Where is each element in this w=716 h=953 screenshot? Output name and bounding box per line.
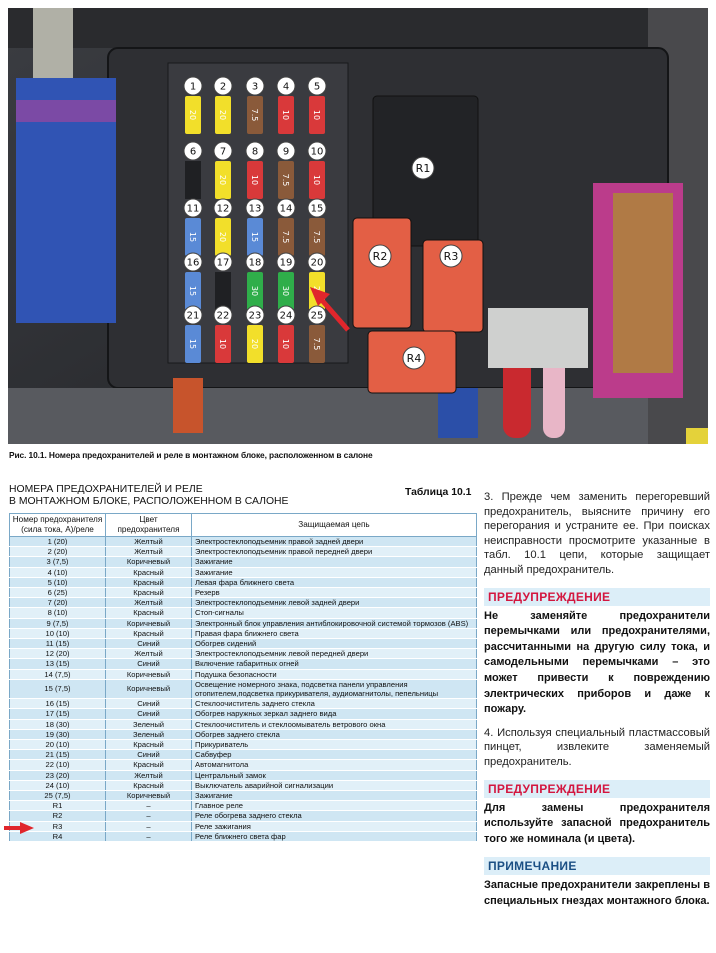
warning-heading-1: ПРЕДУПРЕЖДЕНИЕ	[484, 588, 710, 606]
table-title-line2: В МОНТАЖНОМ БЛОКЕ, РАСПОЛОЖЕННОМ В САЛОНЕ	[9, 496, 289, 507]
fuse-5	[308, 77, 326, 134]
fuse-rating: 7.5	[281, 230, 290, 244]
cell-protected-circuit: Стоп-сигналы	[192, 608, 477, 618]
fuse-25	[308, 306, 326, 363]
table-row	[10, 719, 477, 729]
cell-fuse-color: Коричневый	[106, 557, 192, 567]
fuse-rating: 15	[188, 338, 197, 350]
cell-protected-circuit: Стеклоочиститель заднего стекла	[192, 699, 477, 709]
fuse-11	[184, 199, 202, 256]
cell-protected-circuit: Включение габаритных огней	[192, 659, 477, 669]
table-row	[10, 729, 477, 739]
fuse-14	[277, 199, 295, 256]
fuse-number-label: 20	[310, 257, 324, 269]
cell-fuse-color: Синий	[106, 699, 192, 709]
note-heading: ПРИМЕЧАНИЕ	[484, 857, 710, 875]
cell-fuse-color: Красный	[106, 740, 192, 750]
fuse-number-label: 5	[313, 81, 321, 93]
fuse-rating: 10	[250, 174, 259, 186]
fuse-rating: 10	[281, 109, 290, 121]
table-title	[9, 484, 472, 508]
fuse-24	[277, 306, 295, 363]
cell-protected-circuit: Выключатель аварийной сигнализации	[192, 780, 477, 790]
cell-fuse-color: Зеленый	[106, 719, 192, 729]
note-text: Запасные предохранители закреплены в специальных гнездах монтажного блока.	[484, 879, 710, 907]
cell-protected-circuit: Подушка безопасности	[192, 669, 477, 679]
table-row	[10, 577, 477, 587]
cell-fuse-number: 23 (20)	[10, 770, 106, 780]
relay-r3	[423, 240, 483, 332]
cell-fuse-color: Желтый	[106, 598, 192, 608]
fuse-6	[184, 142, 202, 199]
cell-protected-circuit: Реле обогрева заднего стекла	[192, 811, 477, 821]
fuse-number-label: 23	[248, 310, 262, 322]
cell-fuse-color: Красный	[106, 588, 192, 598]
instructions-column	[484, 490, 710, 909]
relay-r2	[353, 218, 411, 328]
fuse-number-label: 7	[219, 146, 227, 158]
header-fuse-color: Цвет предохранителя	[106, 514, 192, 537]
fuse-number-label: 9	[282, 146, 290, 158]
cell-protected-circuit: Левая фара ближнего света	[192, 577, 477, 587]
table-header-row	[10, 514, 477, 537]
fuse-rating: 20	[218, 174, 227, 186]
fuse-rating: 20	[218, 231, 227, 243]
cell-fuse-color: –	[106, 821, 192, 831]
row-pointer-arrow-icon	[4, 822, 34, 834]
table-row	[10, 750, 477, 760]
fuse-rating: 10	[218, 338, 227, 350]
cell-fuse-number: 15 (7,5)	[10, 679, 106, 698]
table-row	[10, 831, 477, 841]
cell-protected-circuit: Зажигание	[192, 567, 477, 577]
fuse-rating: 10	[312, 174, 321, 186]
table-row	[10, 760, 477, 770]
cell-fuse-number: 14 (7,5)	[10, 669, 106, 679]
fuse-number-label: 18	[248, 257, 262, 269]
fuse-rating: 7.5	[250, 108, 259, 122]
cell-protected-circuit: Правая фара ближнего света	[192, 628, 477, 638]
cell-fuse-number: 6 (25)	[10, 588, 106, 598]
cell-fuse-number: 9 (7,5)	[10, 618, 106, 628]
fuse-15	[308, 199, 326, 256]
cell-fuse-number: 12 (20)	[10, 649, 106, 659]
cell-protected-circuit: Электростеклоподъемник правой задней двери	[192, 537, 477, 547]
relay-label: R2	[372, 250, 388, 263]
relay-r4	[368, 331, 456, 393]
cell-fuse-color: Синий	[106, 709, 192, 719]
cell-protected-circuit: Центральный замок	[192, 770, 477, 780]
table-row	[10, 598, 477, 608]
cell-fuse-color: Красный	[106, 577, 192, 587]
cell-protected-circuit: Реле ближнего света фар	[192, 831, 477, 841]
fuse-number-label: 13	[248, 203, 262, 215]
header-fuse-number: Номер предохранителя (сила тока, А)/реле	[10, 514, 106, 537]
fuse-rating: 10	[312, 109, 321, 121]
cell-fuse-number: 18 (30)	[10, 719, 106, 729]
fuse-7	[214, 142, 232, 199]
table-row	[10, 791, 477, 801]
cell-protected-circuit: Зажигание	[192, 557, 477, 567]
orange-connector	[173, 378, 203, 433]
cell-protected-circuit: Прикуриватель	[192, 740, 477, 750]
fuse-18	[246, 253, 264, 310]
cell-fuse-number: 8 (10)	[10, 608, 106, 618]
cell-protected-circuit: Обогрев заднего стекла	[192, 729, 477, 739]
table-row	[10, 547, 477, 557]
cell-fuse-color: Красный	[106, 628, 192, 638]
cell-fuse-number: R3	[10, 821, 106, 831]
cell-fuse-color: Синий	[106, 659, 192, 669]
table-row	[10, 537, 477, 547]
cell-protected-circuit: Электростеклоподъемник правой передней двери	[192, 547, 477, 557]
table-row	[10, 639, 477, 649]
table-row	[10, 588, 477, 598]
cell-fuse-color: Коричневый	[106, 679, 192, 698]
cell-fuse-color: Желтый	[106, 770, 192, 780]
fuse-rating: 20	[250, 338, 259, 350]
cell-fuse-number: 22 (10)	[10, 760, 106, 770]
fuse-box-photo	[8, 8, 708, 444]
fuse-rating: 20	[188, 109, 197, 121]
figure-caption: Рис. 10.1. Номера предохранителей и реле в монтажном блоке, расположенном в салоне	[9, 450, 373, 460]
cell-fuse-number: 24 (10)	[10, 780, 106, 790]
fuse-17	[214, 253, 232, 310]
fuse-4	[277, 77, 295, 134]
fuse-21	[184, 306, 202, 363]
fuse-number-label: 1	[189, 81, 197, 93]
cell-protected-circuit: Обогрев сидений	[192, 639, 477, 649]
table-row	[10, 770, 477, 780]
table-row	[10, 628, 477, 638]
table-row	[10, 557, 477, 567]
table-row	[10, 709, 477, 719]
white-connector	[488, 308, 588, 368]
fuse-number-label: 14	[279, 203, 293, 215]
fuse-number-label: 11	[186, 203, 200, 215]
table-number: Таблица 10.1	[405, 487, 472, 498]
table-row	[10, 740, 477, 750]
cell-fuse-number: 16 (15)	[10, 699, 106, 709]
cell-fuse-number: 2 (20)	[10, 547, 106, 557]
cell-fuse-number: R1	[10, 801, 106, 811]
fuse-19	[277, 253, 295, 310]
cell-fuse-color: –	[106, 801, 192, 811]
cell-fuse-color: Красный	[106, 608, 192, 618]
fuse-number-label: 25	[310, 310, 324, 322]
fuse-number-label: 4	[282, 81, 290, 93]
fuse-number-label: 10	[310, 146, 324, 158]
cell-fuse-color: –	[106, 811, 192, 821]
table-row	[10, 567, 477, 577]
table-row	[10, 608, 477, 618]
relay-label: R1	[415, 162, 431, 175]
header-protected-circuit: Защищаемая цепь	[192, 514, 477, 537]
fuse-rating: 15	[250, 231, 259, 243]
cell-fuse-color: Зеленый	[106, 729, 192, 739]
cell-protected-circuit: Сабвуфер	[192, 750, 477, 760]
cell-protected-circuit: Автомагнитола	[192, 760, 477, 770]
fuse-box-illustration	[8, 8, 708, 444]
cell-fuse-number: R2	[10, 811, 106, 821]
fuse-13	[246, 199, 264, 256]
fuse-number-label: 22	[216, 310, 230, 322]
fuse-9	[277, 142, 295, 199]
fuse-12	[214, 199, 232, 256]
relay-label: R3	[443, 250, 459, 263]
fuse-8	[246, 142, 264, 199]
cell-fuse-number: 1 (20)	[10, 537, 106, 547]
fuse-1	[184, 77, 202, 134]
cell-fuse-color: Желтый	[106, 537, 192, 547]
fuse-number-label: 24	[279, 310, 293, 322]
empty-fuse-slot	[185, 161, 201, 199]
cell-fuse-color: Коричневый	[106, 791, 192, 801]
step-4-text: 4. Используя специальный пластмассовый пинцет, извлеките заменяемый предохранитель.	[484, 726, 710, 768]
fuse-number-label: 16	[186, 257, 200, 269]
warning-text-1: Не заменяйте предохранители перемычками или предохранителями, рассчитанными на другую силу тока, и самодельными перемычками – это может привести к повреждению электрических приборов и даже к пожару.	[484, 609, 710, 716]
cell-fuse-number: 4 (10)	[10, 567, 106, 577]
cell-fuse-number: 11 (15)	[10, 639, 106, 649]
cell-fuse-color: Красный	[106, 780, 192, 790]
fuse-3	[246, 77, 264, 134]
table-row	[10, 618, 477, 628]
cell-fuse-color: Красный	[106, 567, 192, 577]
fuse-number-label: 17	[216, 257, 230, 269]
warning-text-2: Для замены предохранителя используйте запасной предохранитель того же номинала (и цвета).	[484, 801, 710, 845]
cell-fuse-number: 3 (7,5)	[10, 557, 106, 567]
cell-protected-circuit: Обогрев наружных зеркал заднего вида	[192, 709, 477, 719]
cell-fuse-number: 7 (20)	[10, 598, 106, 608]
fuse-rating: 7.5	[312, 230, 321, 244]
fuse-rating: 20	[218, 109, 227, 121]
warning-heading-2: ПРЕДУПРЕЖДЕНИЕ	[484, 780, 710, 798]
fuse-rating: 30	[250, 285, 259, 297]
fuse-rating: 7.5	[312, 337, 321, 351]
table-row	[10, 801, 477, 811]
cell-fuse-color: Синий	[106, 750, 192, 760]
cell-protected-circuit: Электронный блок управления антиблокировочной системой тормозов (ABS)	[192, 618, 477, 628]
fuse-rating: 15	[188, 285, 197, 297]
relay-body	[353, 218, 411, 328]
fuse-number-label: 15	[310, 203, 324, 215]
cell-fuse-number: 10 (10)	[10, 628, 106, 638]
fuse-rating: 7.5	[281, 173, 290, 187]
table-row	[10, 659, 477, 669]
cell-fuse-number: 5 (10)	[10, 577, 106, 587]
table-row	[10, 669, 477, 679]
cell-fuse-color: Желтый	[106, 649, 192, 659]
table-row	[10, 679, 477, 698]
fuse-10	[308, 142, 326, 199]
cell-fuse-number: 13 (15)	[10, 659, 106, 669]
cell-protected-circuit: Электростеклоподъемник левой задней двери	[192, 598, 477, 608]
cell-fuse-number: R4	[10, 831, 106, 841]
fuse-table	[9, 513, 477, 842]
fuse-rating: 15	[188, 231, 197, 243]
table-row	[10, 699, 477, 709]
cell-fuse-number: 19 (30)	[10, 729, 106, 739]
table-row	[10, 821, 477, 831]
cell-fuse-color: –	[106, 831, 192, 841]
table-title-line1: НОМЕРА ПРЕДОХРАНИТЕЛЕЙ И РЕЛЕ	[9, 484, 203, 495]
cell-fuse-color: Желтый	[106, 547, 192, 557]
cell-fuse-number: 17 (15)	[10, 709, 106, 719]
cell-protected-circuit: Главное реле	[192, 801, 477, 811]
cell-fuse-number: 20 (10)	[10, 740, 106, 750]
fuse-16	[184, 253, 202, 310]
table-row	[10, 649, 477, 659]
cell-protected-circuit: Зажигание	[192, 791, 477, 801]
fuse-number-label: 12	[216, 203, 230, 215]
fuse-rating: 10	[281, 338, 290, 350]
table-row	[10, 780, 477, 790]
cell-fuse-number: 25 (7,5)	[10, 791, 106, 801]
cell-protected-circuit: Реле зажигания	[192, 821, 477, 831]
fuse-number-label: 3	[251, 81, 259, 93]
cell-protected-circuit: Электростеклоподъемник левой передней двери	[192, 649, 477, 659]
cell-fuse-number: 21 (15)	[10, 750, 106, 760]
table-row	[10, 811, 477, 821]
cell-fuse-color: Коричневый	[106, 618, 192, 628]
fuse-rating: 30	[281, 285, 290, 297]
cell-fuse-color: Коричневый	[106, 669, 192, 679]
step-3-text: 3. Прежде чем заменить перегоревший предохранитель, выясните причину его перегорания и устраните ее. При поисках неисправности просмотрите указанные в табл. 10.1 цепи, которые защищает данный предохранитель.	[484, 491, 710, 576]
cell-fuse-color: Синий	[106, 639, 192, 649]
fuse-number-label: 19	[279, 257, 293, 269]
fuse-number-label: 21	[186, 310, 200, 322]
cell-protected-circuit: Резерв	[192, 588, 477, 598]
cell-protected-circuit: Освещение номерного знака, подсветка панели управления отопителем,подсветка прикуривателя, аудиомагнитолы, пепельницы	[192, 679, 477, 698]
cell-protected-circuit: Стеклоочиститель и стеклоомыватель ветрового окна	[192, 719, 477, 729]
fuse-number-label: 6	[189, 146, 197, 158]
fuse-number-label: 2	[219, 81, 227, 93]
fuse-22	[214, 306, 232, 363]
fuse-2	[214, 77, 232, 134]
relay-label: R4	[406, 352, 422, 365]
cell-fuse-color: Красный	[106, 760, 192, 770]
fuse-23	[246, 306, 264, 363]
fuse-number-label: 8	[251, 146, 259, 158]
empty-fuse-slot	[215, 272, 231, 310]
